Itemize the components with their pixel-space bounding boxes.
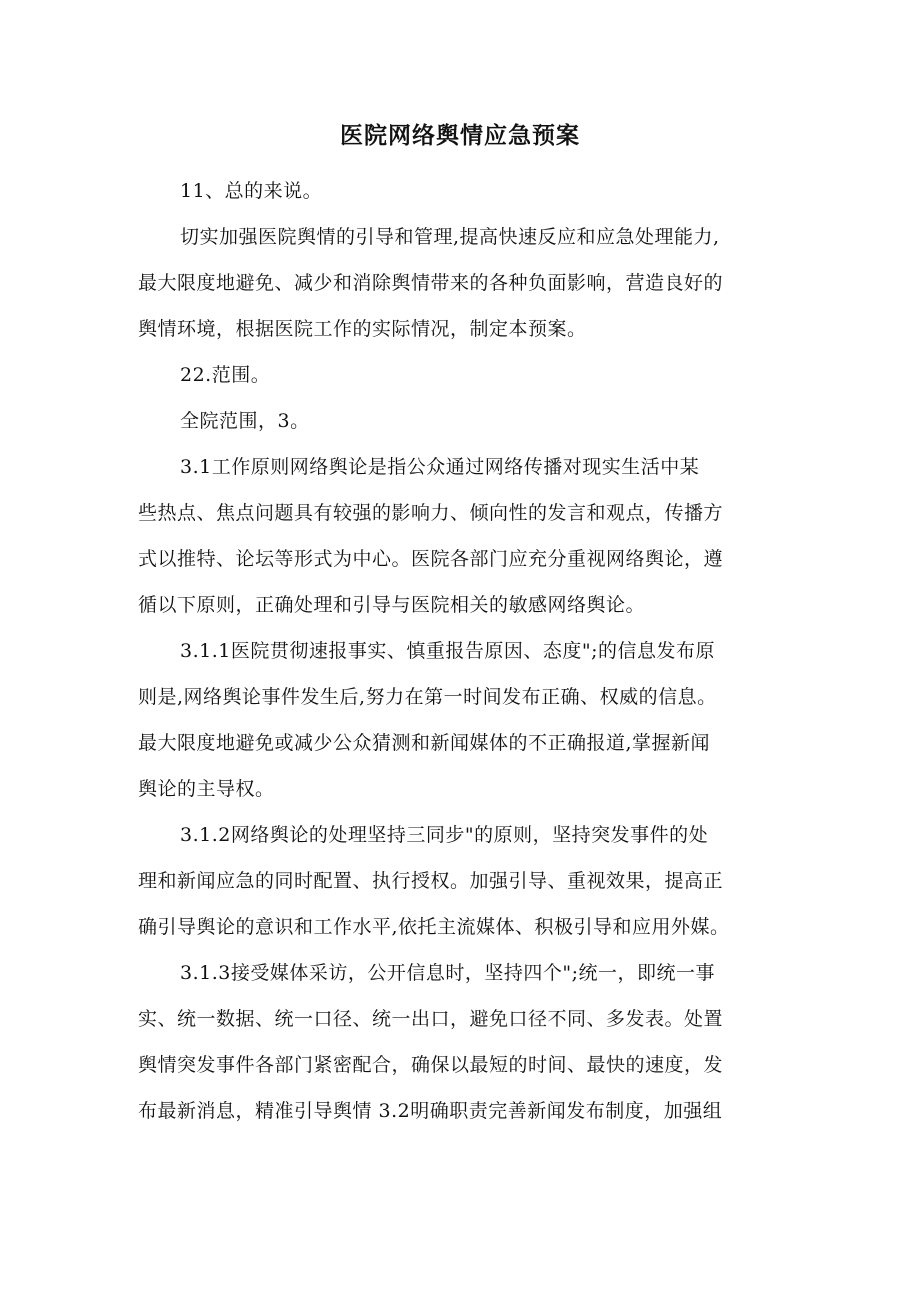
text-line: 则是,网络舆论事件发生后,努力在第一时间发布正确、权威的信息。 — [138, 686, 717, 708]
document-body — [138, 168, 783, 1134]
document-title: 医院网络舆情应急预案 — [340, 123, 580, 149]
paragraph-summary — [138, 168, 783, 214]
text-line: 最大限度地避免或减少公众猜测和新闻媒体的不正确报道,掌握新闻 — [138, 732, 711, 754]
paragraph-principle-3-1-1 — [138, 628, 783, 812]
text-line: 3.1工作原则网络舆论是指公众通过网络传播对现实生活中某 — [180, 456, 700, 478]
paragraph-principles — [138, 444, 783, 628]
text-line: 循以下原则，正确处理和引导与医院相关的敏感网络舆论。 — [138, 594, 646, 616]
paragraph-scope — [138, 398, 783, 444]
text-line: 全院范围，3。 — [180, 410, 310, 432]
text-line: 舆情突发事件各部门紧密配合，确保以最短的时间、最快的速度，发 — [138, 1054, 724, 1076]
text-line: 11、总的来说。 — [180, 180, 323, 202]
text-line: 理和新闻应急的同时配置、执行授权。加强引导、重视效果，提高正 — [138, 870, 724, 892]
text-line: 布最新消息，精准引导舆情 3.2明确职责完善新闻发布制度，加强组 — [138, 1100, 723, 1122]
text-line: 22.范围。 — [180, 364, 271, 386]
text-line: 舆情环境，根据医院工作的实际情况，制定本预案。 — [138, 318, 587, 340]
text-line: 3.1.3接受媒体采访，公开信息时，坚持四个";统一，即统一事 — [180, 962, 715, 984]
text-line: 切实加强医院舆情的引导和管理,提高快速反应和应急处理能力, — [180, 226, 720, 248]
text-line: 舆论的主导权。 — [138, 778, 275, 800]
text-line: 3.1.2网络舆论的处理坚持三同步"的原则，坚持突发事件的处 — [180, 824, 709, 846]
text-line: 3.1.1医院贯彻速报事实、慎重报告原因、态度";的信息发布原 — [180, 640, 715, 662]
paragraph-principle-3-1-2 — [138, 812, 783, 950]
text-line: 实、统一数据、统一口径、统一出口，避免口径不同、多发表。处置 — [138, 1008, 724, 1030]
text-line: 最大限度地避免、减少和消除舆情带来的各种负面影响，营造良好的 — [138, 272, 724, 294]
paragraph-purpose — [138, 214, 783, 352]
paragraph-scope-heading — [138, 352, 783, 398]
paragraph-principle-3-1-3 — [138, 950, 783, 1134]
text-line: 式以推特、论坛等形式为中心。医院各部门应充分重视网络舆论，遵 — [138, 548, 724, 570]
text-line: 确引导舆论的意识和工作水平,依托主流媒体、积极引导和应用外媒。 — [138, 916, 730, 938]
text-line: 些热点、焦点问题具有较强的影响力、倾向性的发言和观点，传播方 — [138, 502, 724, 524]
